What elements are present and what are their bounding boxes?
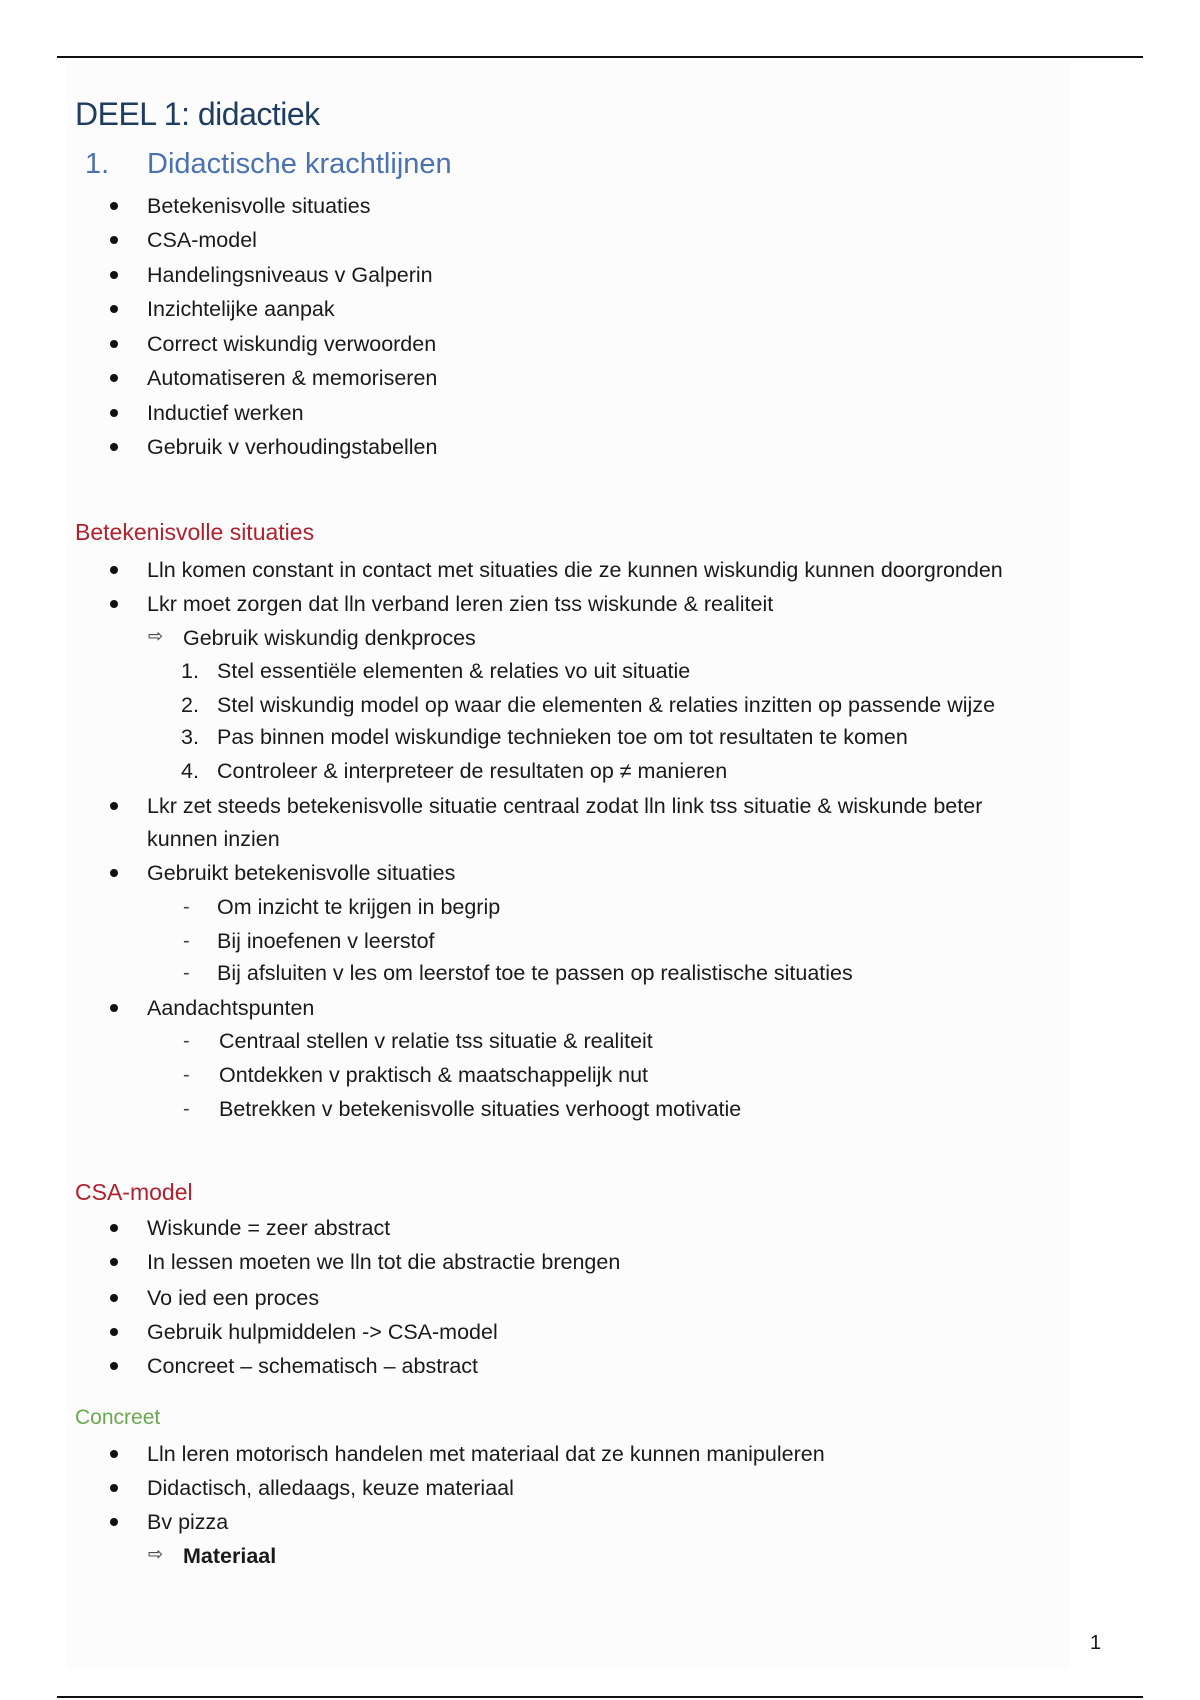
bullet-dot: [110, 1362, 118, 1370]
list-item: Automatiseren & memoriseren: [147, 366, 438, 390]
list-item: Vo ied een proces: [147, 1286, 320, 1310]
csa-heading: CSA-model: [75, 1179, 193, 1205]
step-text: Pas binnen model wiskundige technieken toe om tot resultaten te komen: [217, 725, 908, 749]
dash-marker: -: [183, 1098, 190, 1120]
list-item: Correct wiskundig verwoorden: [147, 332, 437, 356]
section-heading: [85, 148, 452, 181]
page-number: 1: [1090, 1632, 1102, 1654]
dash-marker: -: [183, 1064, 190, 1086]
bullet-dot: [110, 1328, 118, 1336]
bullet-dot: [110, 1450, 118, 1458]
bullet-dot: [110, 566, 118, 574]
bullet-dot: [110, 600, 118, 608]
section-number: 1.: [85, 148, 110, 180]
header-rule: [57, 56, 1143, 58]
step-number: 2.: [181, 693, 199, 717]
list-item: Didactisch, alledaags, keuze materiaal: [147, 1476, 514, 1500]
betekenisvolle-heading: Betekenisvolle situaties: [75, 519, 315, 545]
list-item: Lkr zet steeds betekenisvolle situatie centraal zodat lln link tss situatie & wiskunde beter: [147, 794, 983, 818]
part-heading: DEEL 1: didactiek: [75, 96, 320, 132]
sub-item: Ontdekken v praktisch & maatschappelijk nut: [219, 1063, 649, 1087]
section-title: Didactische krachtlijnen: [147, 148, 452, 180]
sub-item: Betrekken v betekenisvolle situaties verhoogt motivatie: [219, 1097, 742, 1121]
sub-item: Bij afsluiten v les om leerstof toe te passen op realistische situaties: [217, 961, 853, 985]
concreet-heading: Concreet: [75, 1406, 161, 1429]
bullet-dot: [110, 409, 118, 417]
list-item: Inzichtelijke aanpak: [147, 297, 335, 321]
dash-marker: -: [183, 896, 190, 918]
bullet-dot: [110, 802, 118, 810]
arrow-item-bold: Materiaal: [183, 1544, 277, 1568]
list-item: Lln leren motorisch handelen met materiaal dat ze kunnen manipuleren: [147, 1442, 825, 1466]
list-item: Betekenisvolle situaties: [147, 194, 371, 218]
step-text: Stel essentiële elementen & relaties vo uit situatie: [217, 659, 691, 683]
bullet-dot: [110, 271, 118, 279]
list-item: Handelingsniveaus v Galperin: [147, 263, 433, 287]
list-item: Wiskunde = zeer abstract: [147, 1216, 391, 1240]
bullet-dot: [110, 236, 118, 244]
bullet-dot: [110, 1258, 118, 1266]
sub-item: Bij inoefenen v leerstof: [217, 929, 435, 953]
bullet-dot: [110, 1518, 118, 1526]
list-item: Concreet – schematisch – abstract: [147, 1354, 479, 1378]
list-item: Gebruik v verhoudingstabellen: [147, 435, 438, 459]
step-text: Controleer & interpreteer de resultaten op ≠ manieren: [217, 759, 728, 783]
list-item: Gebruikt betekenisvolle situaties: [147, 861, 456, 885]
sub-item: Centraal stellen v relatie tss situatie & realiteit: [219, 1029, 653, 1053]
list-item: Lln komen constant in contact met situaties die ze kunnen wiskundig kunnen doorgronden: [147, 558, 1003, 582]
bullet-dot: [110, 340, 118, 348]
bullet-dot: [110, 202, 118, 210]
step-number: 1.: [181, 659, 199, 683]
bullet-dot: [110, 374, 118, 382]
list-item-continuation: kunnen inzien: [147, 827, 280, 851]
list-item: Gebruik hulpmiddelen -> CSA-model: [147, 1320, 498, 1344]
bullet-dot: [110, 1224, 118, 1232]
dash-marker: -: [183, 962, 190, 984]
list-item: CSA-model: [147, 228, 257, 252]
dash-marker: -: [183, 1030, 190, 1052]
step-number: 3.: [181, 725, 199, 749]
dash-marker: -: [183, 930, 190, 952]
list-item: In lessen moeten we lln tot die abstractie brengen: [147, 1250, 621, 1274]
list-item: Bv pizza: [147, 1510, 229, 1534]
arrow-icon: ⇨: [148, 1544, 164, 1564]
bullet-dot: [110, 1004, 118, 1012]
list-item: Lkr moet zorgen dat lln verband leren zien tss wiskunde & realiteit: [147, 592, 774, 616]
bullet-dot: [110, 869, 118, 877]
bullet-dot: [110, 1294, 118, 1302]
footer-rule: [57, 1696, 1143, 1698]
list-item: Aandachtspunten: [147, 996, 315, 1020]
arrow-item: Gebruik wiskundig denkproces: [183, 626, 476, 650]
arrow-icon: ⇨: [148, 626, 164, 646]
bullet-dot: [110, 305, 118, 313]
list-item: Inductief werken: [147, 401, 304, 425]
step-text: Stel wiskundig model op waar die elementen & relaties inzitten op passende wijze: [217, 693, 996, 717]
bullet-dot: [110, 1484, 118, 1492]
step-number: 4.: [181, 759, 199, 783]
sub-item: Om inzicht te krijgen in begrip: [217, 895, 501, 919]
bullet-dot: [110, 443, 118, 451]
